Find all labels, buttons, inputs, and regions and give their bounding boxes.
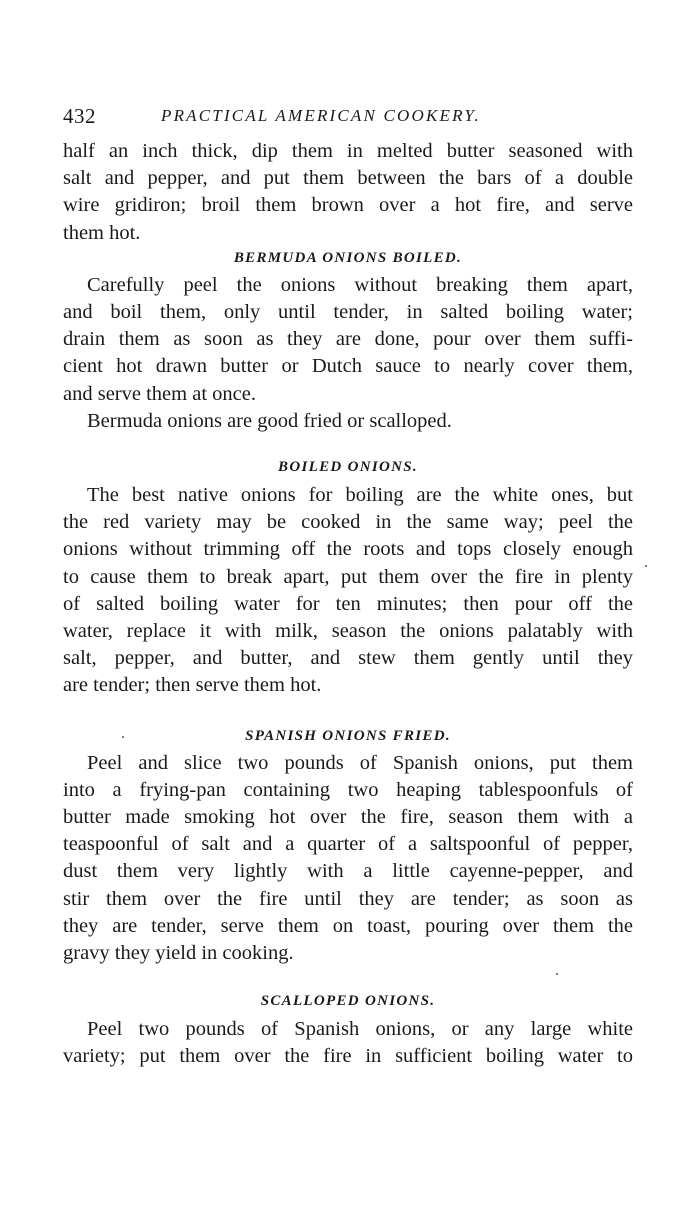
- recipe-heading-spanish-onions-fried: SPANISH ONIONS FRIED.: [245, 727, 451, 744]
- recipe-heading-bermuda-onions-boiled: BERMUDA ONIONS BOILED.: [233, 249, 463, 266]
- paragraph-line: into a frying-pan containing two heaping tablespoonfuls of: [63, 778, 633, 801]
- recipe-heading-scalloped-onions: SCALLOPED ONIONS.: [260, 993, 436, 1010]
- paragraph-line: variety; put them over the fire in sufficient boiling water to: [63, 1045, 633, 1068]
- paragraph-line: of salted boiling water for ten minutes; then pour off the: [63, 592, 633, 615]
- paragraph-line: Peel and slice two pounds of Spanish onions, put them: [87, 751, 633, 774]
- page-number: 432: [63, 104, 96, 128]
- page-header: [63, 104, 633, 138]
- paragraph-line: salt, pepper, and butter, and stew them gently until they: [63, 647, 633, 670]
- paragraph-line: water, replace it with milk, season the onions palatably with: [63, 620, 633, 643]
- paragraph-line: to cause them to break apart, put them over the fire in plenty: [63, 565, 633, 588]
- paragraph-line: The best native onions for boiling are the white ones, but: [87, 484, 633, 507]
- paragraph-line: and boil them, only until tender, in salted boiling water;: [63, 301, 633, 324]
- running-title: PRACTICAL AMERICAN COOKERY.: [161, 106, 481, 125]
- paragraph-line: salt and pepper, and put them between the bars of a double: [63, 167, 633, 190]
- paragraph-line: them hot.: [63, 221, 141, 244]
- print-speck: [556, 973, 558, 975]
- paragraph-line: cient hot drawn butter or Dutch sauce to nearly cover them,: [63, 355, 633, 378]
- paragraph-line: Carefully peel the onions without breaking them apart,: [87, 273, 633, 296]
- paragraph-line: wire gridiron; broil them brown over a hot fire, and serve: [63, 194, 633, 217]
- paragraph-line: stir them over the fire until they are tender; as soon as: [63, 887, 633, 910]
- recipe-heading-boiled-onions: BOILED ONIONS.: [278, 459, 418, 476]
- paragraph-line: onions without trimming off the roots and tops closely enough: [63, 538, 633, 561]
- paragraph-line: gravy they yield in cooking.: [63, 942, 294, 965]
- paragraph-line: the red variety may be cooked in the same way; peel the: [63, 511, 633, 534]
- paragraph-line: Peel two pounds of Spanish onions, or any large white: [87, 1018, 633, 1041]
- print-speck: [645, 565, 647, 567]
- paragraph-line: Bermuda onions are good fried or scalloped.: [87, 409, 452, 432]
- paragraph-line: they are tender, serve them on toast, pouring over them the: [63, 914, 633, 937]
- paragraph-line: are tender; then serve them hot.: [63, 674, 322, 697]
- paragraph-line: teaspoonful of salt and a quarter of a saltspoonful of pepper,: [63, 833, 633, 856]
- paragraph-line: drain them as soon as they are done, pour over them suffi-: [63, 328, 633, 351]
- paragraph-line: and serve them at once.: [63, 382, 256, 405]
- paragraph-line: dust them very lightly with a little cayenne-pepper, and: [63, 860, 633, 883]
- paragraph-line: half an inch thick, dip them in melted butter seasoned with: [63, 140, 633, 162]
- paragraph-line: butter made smoking hot over the fire, season them with a: [63, 806, 633, 829]
- print-speck: [122, 736, 124, 738]
- book-page: [63, 104, 633, 1071]
